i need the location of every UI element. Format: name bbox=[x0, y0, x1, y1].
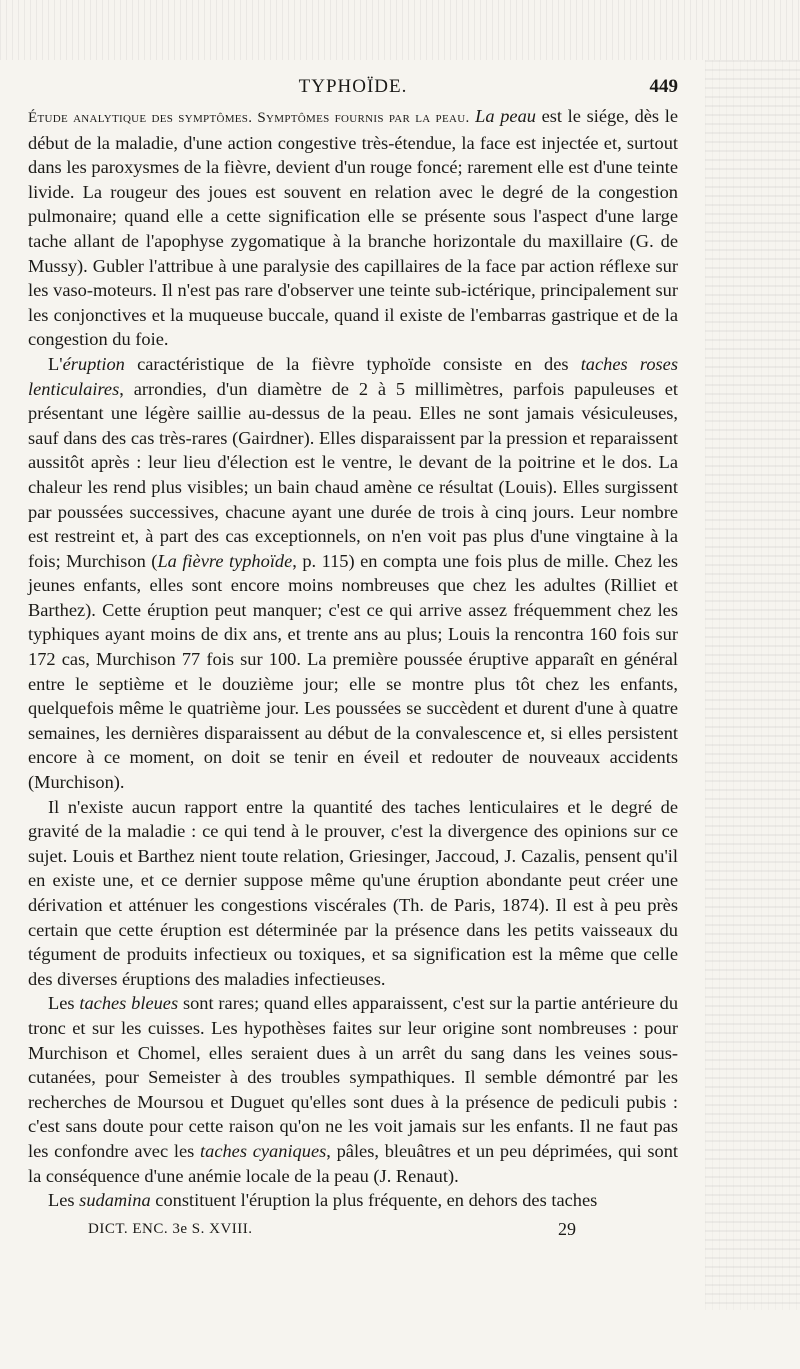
running-title: TYPHOÏDE. bbox=[298, 76, 408, 97]
page-number: 449 bbox=[649, 76, 678, 97]
page-footer bbox=[28, 1217, 678, 1243]
scan-edge-noise bbox=[705, 60, 800, 1310]
italic-term: taches roses lenticulaires bbox=[28, 353, 678, 399]
text-run: , p. 115) en compta une fois plus de mille. Chez les jeunes enfants, elles sont encore moins nombreuses que chez les adultes (Rilliet et Barthez). Cette éruption peut manquer; c'est ce qui arrive assez fréquemment chez les typhiques ayant moins de dix ans, et trente ans au plus; Louis la rencontra 160 fois sur 172 cas, Murchison 77 fois sur 100. La première poussée éruptive apparaît en général entre le septième et le douzième jour; elle se montre plus tôt chez les enfants, quelquefois même le quatrième jour. Les poussées se succèdent et durent d'une à quatre semaines, les dernières disparaissent au début de la convalescence et, si elles persistent encore à ce moment, on doit se tenir en éveil et redouter de nouveaux accidents (Murchison). bbox=[28, 550, 679, 793]
book-page bbox=[28, 70, 678, 1243]
italic-term: taches cyaniques bbox=[200, 1140, 327, 1161]
paragraph-text: Il n'existe aucun rapport entre la quantité des taches lenticulaires et le degré de gravité de la maladie : ce qui tend à le prouver, c'est la divergence des opinions sur ce sujet. Louis et Barthez nient toute relation, Griesinger, Jaccoud, J. Cazalis, pensent qu'il en existe une, et ce dernier suppose même qu'une éruption abondante peut créer une dérivation et atténuer les congestions viscérales (Th. de Paris, 1874). Il est à peu près certain que cette éruption est déterminée par la présence dans les petits vaisseaux du tégument de produits infectieux ou toxiques, et sa signification est la même que celle des diverses éruptions des maladies infectieuses. bbox=[28, 796, 678, 989]
page-header bbox=[28, 70, 678, 104]
text-run: , arrondies, d'un diamètre de 2 à 5 millimètres, parfois papuleuses et présentant une légère saillie au-dessus de la peau. Elles ne sont jamais vésiculeuses, sauf dans des cas très-rares (Gairdner). Elles disparaissent par la pression et reparaissent aussitôt après : leur lieu d'élection est le ventre, le devant de la poitrine et le dos. La chaleur les rend plus visibles; un bain chaud amène ce résultat (Louis). Elles surgissent par poussées successives, chacune ayant une durée de trois à cinq jours. Leur nombre est restreint et, à part des cas exceptionnels, on n'en voit pas plus d'une vingtaine à la fois; Murchison ( bbox=[28, 378, 678, 571]
scan-top-noise bbox=[0, 0, 800, 60]
text-run: , pâles, bleuâtres et un peu déprimées, qui sont la conséquence d'une anémie locale de la peau (J. Renaut). bbox=[28, 1140, 679, 1186]
paragraph-1 bbox=[28, 104, 678, 352]
text-run: constituent l'éruption la plus fréquente, en dehors des taches bbox=[150, 1190, 598, 1211]
text-run: Les bbox=[48, 993, 80, 1014]
italic-term: éruption bbox=[62, 353, 125, 374]
paragraph-3 bbox=[28, 795, 678, 992]
body-text bbox=[28, 104, 678, 1213]
text-run: L' bbox=[48, 353, 63, 374]
text-run: caractéristique de la fièvre typhoïde consiste en des bbox=[124, 353, 581, 374]
text-run: sont rares; quand elles apparaissent, c'est sur la partie antérieure du tronc et sur les cuisses. Les hypothèses faites sur leur origine sont nombreuses : pour Murchison et Chomel, elles seraient dues à un arrêt du sang dans les veines sous-cutanées, pour Semeister à des troubles sympathiques. Il semble démontré par les recherches de Moursou et Duguet qu'elles sont dues à la présence de pediculi pubis : c'est sans doute pour cette raison qu'on ne les voit jamais sur les enfants. Il ne faut pas les confondre avec les bbox=[28, 993, 679, 1161]
section-heading: Étude analytique des symptômes. Symptômes fournis par la peau. bbox=[28, 110, 470, 126]
signature-mark: 29 bbox=[558, 1218, 576, 1239]
paragraph-5 bbox=[28, 1188, 678, 1213]
italic-citation: La fièvre typhoïde bbox=[157, 550, 293, 571]
paragraph-text: est le siége, dès le début de la maladie, d'une action congestive très-étendue, la face est injectée et, surtout dans les paroxysmes de la fièvre, devient d'un rouge foncé; rarement elle est d'une teinte livide. La rougeur des joues est souvent en relation avec le degré de la congestion pulmonaire; quand elle a cette signification elle se présente sous l'aspect d'une large tache allant de l'apophyse zygomatique à la branche horizontale du maxillaire (G. de Mussy). Gubler l'attribue à une paralysie des capillaires de la face par action réflexe sur les vaso-moteurs. Il n'est pas rare d'observer une teinte sub-ictérique, principalement sur les conjonctives et la muqueuse buccale, quand il existe de l'embarras gastrique et de la congestion du foie. bbox=[28, 106, 678, 350]
paragraph-4 bbox=[28, 991, 678, 1188]
italic-term: sudamina bbox=[79, 1190, 151, 1211]
text-run: Les bbox=[48, 1190, 80, 1211]
italic-term: La peau bbox=[475, 106, 536, 126]
italic-term: taches bleues bbox=[79, 993, 179, 1014]
printer-signature: DICT. ENC. 3e S. XVIII. bbox=[88, 1220, 253, 1237]
paragraph-2 bbox=[28, 352, 678, 795]
